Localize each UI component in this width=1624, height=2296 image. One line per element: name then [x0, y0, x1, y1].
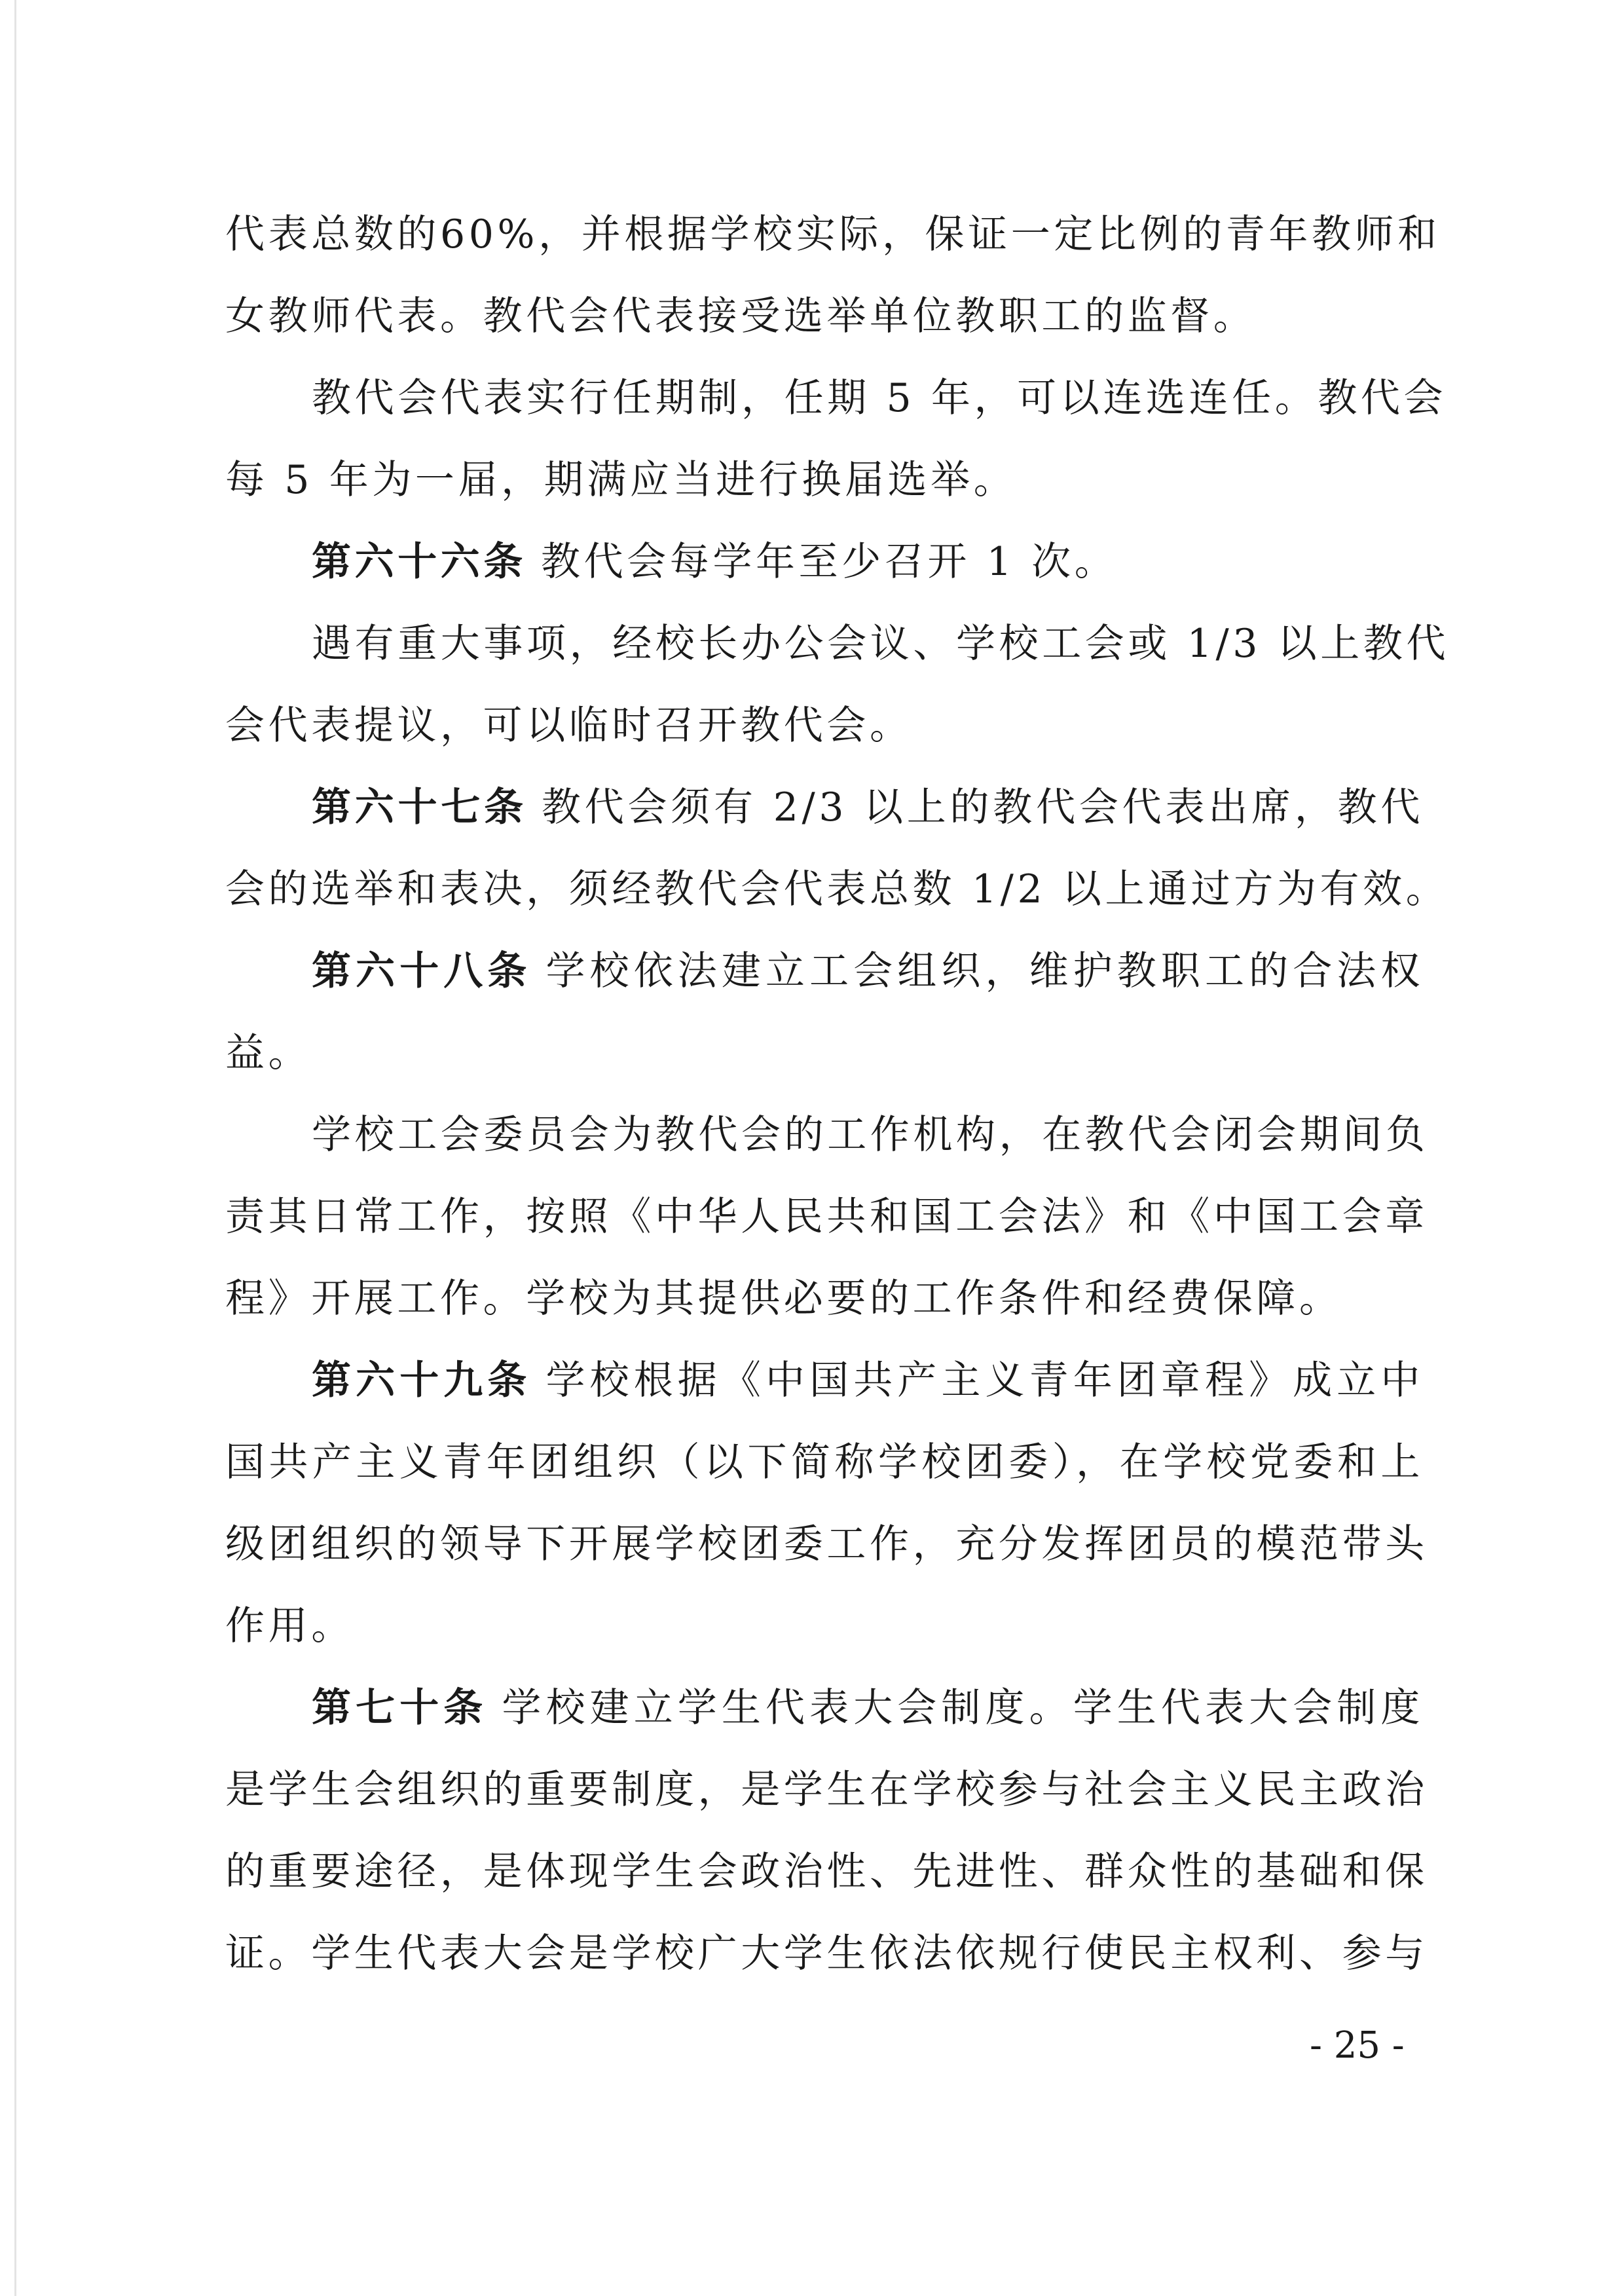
- scan-edge-line: [14, 0, 16, 2296]
- text-line: [225, 931, 1424, 1012]
- body-text: [225, 194, 1450, 1995]
- text-line: 会的选举和表决，须经教代会代表总数 1/2 以上通过方为有效。: [225, 866, 1449, 912]
- article-text: 教代会须有 2/3 以上的教代会代表出席，教代: [541, 785, 1424, 830]
- text-line: 遇有重大事项，经校长办公会议、学校工会或 1/3 以上教代: [312, 621, 1450, 667]
- text-line: [225, 1340, 1424, 1422]
- article-heading: 第七十条: [312, 1685, 488, 1731]
- article-text: 学校建立学生代表大会制度。学生代表大会制度: [502, 1685, 1424, 1731]
- article-text: 教代会每学年至少召开 1 次。: [541, 539, 1118, 585]
- text-line: 学校工会委员会为教代会的工作机构，在教代会闭会期间负: [312, 1112, 1429, 1158]
- article-heading: 第六十六条: [312, 539, 526, 585]
- text-line: 责其日常工作，按照《中华人民共和国工会法》和《中国工会章: [225, 1194, 1428, 1240]
- text-line: 代表总数的60%，并根据学校实际，保证一定比例的青年教师和: [225, 212, 1441, 257]
- page-number: - 25 -: [1310, 2024, 1405, 2067]
- text-line: [225, 1667, 1424, 1749]
- article-text: 学校根据《中国共产主义青年团章程》成立中: [545, 1358, 1424, 1403]
- text-line: 的重要途径，是体现学生会政治性、先进性、群众性的基础和保: [225, 1849, 1428, 1895]
- text-line: 作用。: [225, 1603, 354, 1649]
- text-line: 国共产主义青年团组织（以下简称学校团委），在学校党委和上: [225, 1439, 1424, 1485]
- text-line: 女教师代表。教代会代表接受选举单位教职工的监督。: [225, 293, 1257, 339]
- article-text: 学校依法建立工会组织，维护教职工的合法权: [545, 948, 1424, 994]
- article-heading: 第六十九条: [312, 1358, 532, 1403]
- text-line: 教代会代表实行任期制，任期 5 年，可以连选连任。教代会: [312, 375, 1447, 421]
- text-line: 益。: [225, 1030, 312, 1076]
- article-heading: 第六十八条: [312, 948, 532, 994]
- text-line: [225, 767, 1424, 849]
- text-line: [225, 521, 1424, 603]
- text-line: 会代表提议，可以临时召开教代会。: [225, 703, 913, 749]
- text-line: 级团组织的领导下开展学校团委工作，充分发挥团员的模范带头: [225, 1521, 1428, 1567]
- text-line: 是学生会组织的重要制度，是学生在学校参与社会主义民主政治: [225, 1767, 1428, 1813]
- text-line: 证。学生代表大会是学校广大学生依法依规行使民主权利、参与: [225, 1931, 1428, 1976]
- text-line: 每 5 年为一届，期满应当进行换届选举。: [225, 457, 1017, 503]
- text-line: 程》开展工作。学校为其提供必要的工作条件和经费保障。: [225, 1276, 1342, 1322]
- article-heading: 第六十七条: [312, 785, 527, 830]
